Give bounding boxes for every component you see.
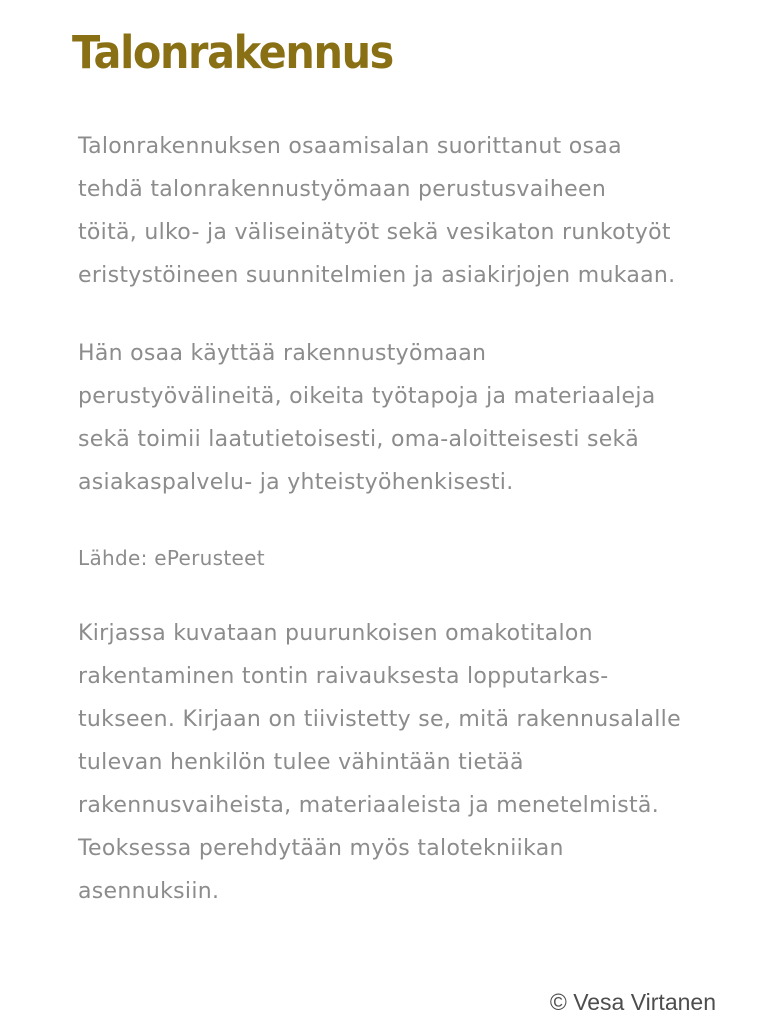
paragraph-line: Talonrakennuksen osaamisalan suorittanut osaa [78,134,622,159]
paragraph-line: rakentaminen tontin raivauksesta lopputarkas- [78,664,609,689]
paragraph-line: tehdä talonrakennustyömaan perustusvaiheen [78,177,607,202]
paragraph-skills [72,332,718,504]
paragraph-line: eristystöineen suunnitelmien ja asiakirjojen mukaan. [78,263,676,288]
paragraph-line: Hän osaa käyttää rakennustyömaan [78,341,487,366]
source-reference: Lähde: ePerusteet [78,546,265,570]
paragraph-line: töitä, ulko- ja väliseinätyöt sekä vesikaton runkotyöt [78,220,671,245]
paragraph-book-description [72,612,718,913]
paragraph-line: sekä toimii laatutietoisesti, oma-aloitteisesti sekä [78,427,639,452]
page-title: Talonrakennus [72,26,393,79]
paragraph-line: rakennusvaiheista, materiaaleista ja menetelmistä. [78,793,659,818]
paragraph-competence-overview [72,125,718,297]
paragraph-line: tukseen. Kirjaan on tiivistetty se, mitä rakennusalalle [78,707,681,732]
paragraph-line: asennuksiin. [78,879,220,904]
paragraph-line: Teoksessa perehdytään myös talotekniikan [78,836,564,861]
paragraph-line: Kirjassa kuvataan puurunkoisen omakotitalon [78,621,593,646]
copyright-notice: © Vesa Virtanen [549,989,716,1015]
paragraph-line: tulevan henkilön tulee vähintään tietää [78,750,524,775]
paragraph-line: asiakaspalvelu- ja yhteistyöhenkisesti. [78,470,514,495]
paragraph-line: perustyövälineitä, oikeita työtapoja ja materiaaleja [78,384,656,409]
